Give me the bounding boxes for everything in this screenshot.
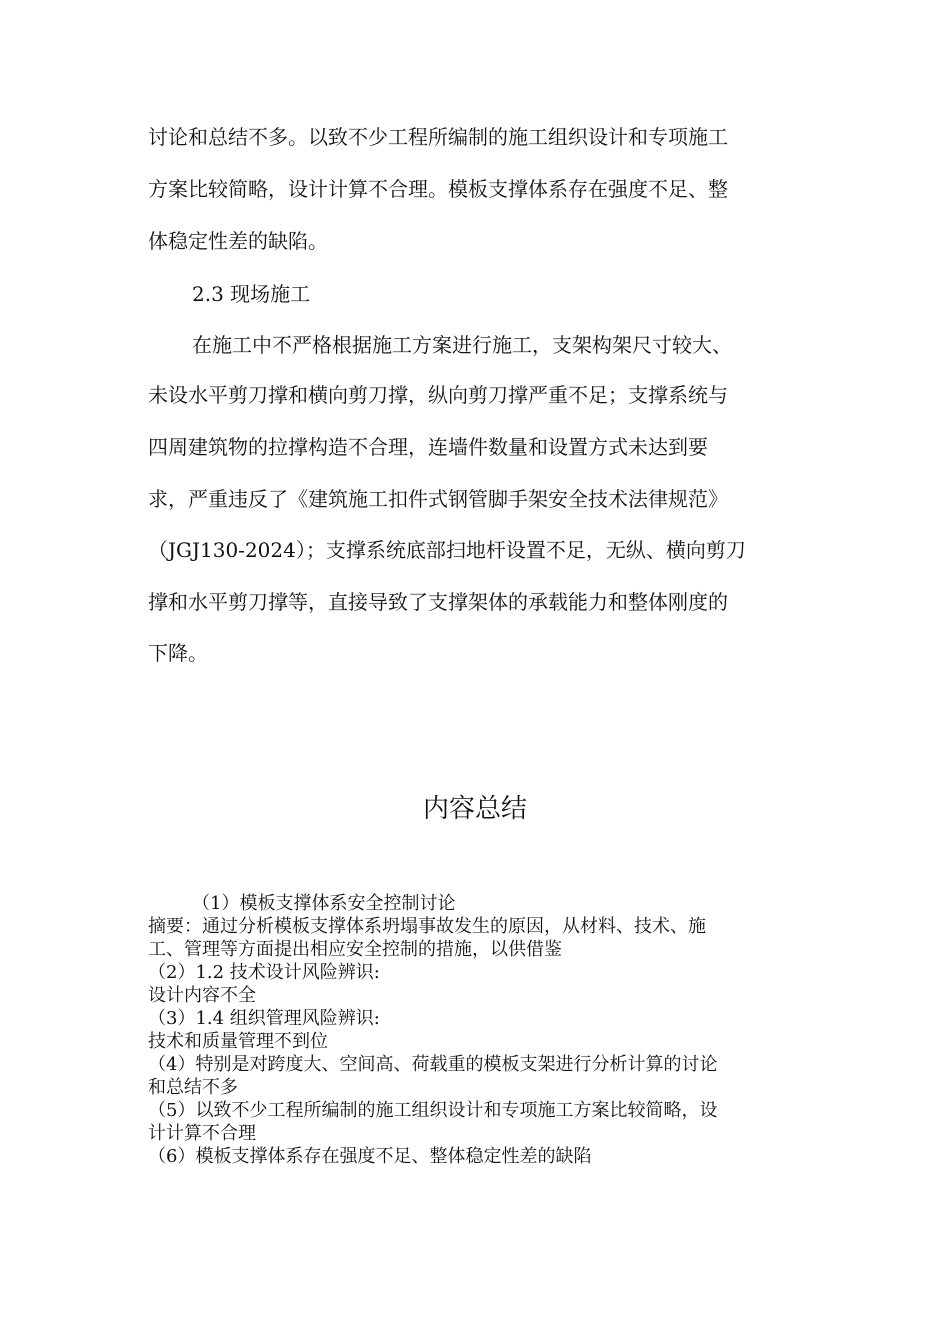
summary-list — [148, 892, 808, 1168]
paragraph-line: 讨论和总结不多。以致不少工程所编制的施工组织设计和专项施工 — [148, 125, 728, 149]
summary-line: 计计算不合理 — [148, 1123, 256, 1144]
paragraph-line: 未设水平剪刀撑和横向剪刀撑，纵向剪刀撑严重不足；支撑系统与 — [148, 383, 728, 407]
summary-line: （1）模板支撑体系安全控制讨论 — [192, 893, 456, 914]
paragraph-line: 方案比较简略，设计计算不合理。模板支撑体系存在强度不足、整 — [148, 177, 728, 201]
summary-line: （4）特别是对跨度大、空间高、荷载重的模板支架进行分析计算的讨论 — [148, 1054, 718, 1075]
paragraph-line: 下降。 — [148, 641, 208, 665]
paragraph-line: 四周建筑物的拉撑构造不合理，连墙件数量和设置方式未达到要 — [148, 435, 708, 459]
summary-line: （3）1.4 组织管理风险辨识: — [148, 1008, 380, 1029]
paragraph-line: 体稳定性差的缺陷。 — [148, 229, 328, 253]
summary-line: 和总结不多 — [148, 1077, 238, 1098]
summary-title: 内容总结 — [422, 794, 527, 824]
paragraph-line: （JGJ130-2024）；支撑系统底部扫地杆设置不足，无纵、横向剪刀 — [148, 538, 746, 562]
section-heading: 2.3 现场施工 — [192, 282, 311, 306]
summary-line: （6）模板支撑体系存在强度不足、整体稳定性差的缺陷 — [148, 1146, 592, 1167]
summary-line: 技术和质量管理不到位 — [148, 1031, 328, 1052]
summary-line: 设计内容不全 — [148, 985, 256, 1006]
paragraph-line: 求，严重违反了《建筑施工扣件式钢管脚手架安全技术法律规范》 — [148, 487, 728, 511]
paragraph-line: 撑和水平剪刀撑等，直接导致了支撑架体的承载能力和整体刚度的 — [148, 590, 728, 614]
paragraph-line: 在施工中不严格根据施工方案进行施工，支架构架尺寸较大、 — [192, 333, 732, 357]
summary-line: （2）1.2 技术设计风险辨识: — [148, 962, 380, 983]
summary-line: （5）以致不少工程所编制的施工组织设计和专项施工方案比较简略，设 — [148, 1100, 718, 1121]
summary-line: 摘要：通过分析模板支撑体系坍塌事故发生的原因，从材料、技术、施 — [148, 916, 706, 937]
summary-line: 工、管理等方面提出相应安全控制的措施，以供借鉴 — [148, 939, 562, 960]
